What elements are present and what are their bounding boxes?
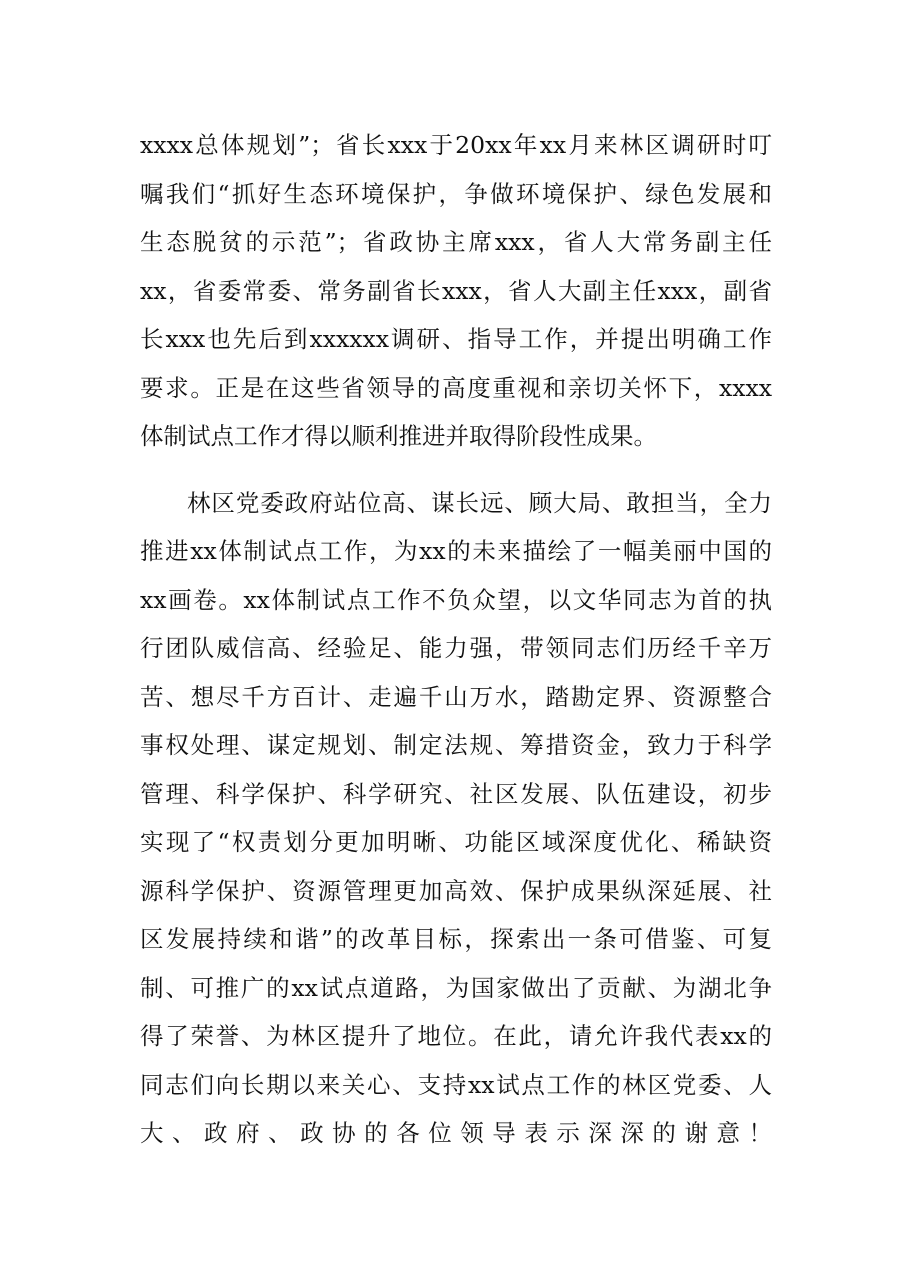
text-line: 管理、科学保护、科学研究、社区发展、队伍建设，初步 <box>140 779 772 808</box>
text-line: 生态脱贫的示范”；省政协主席xxx，省人大常务副主任 <box>140 228 772 256</box>
text-line: xx画卷。xx体制试点工作不负众望，以文华同志为首的执 <box>140 585 772 614</box>
paragraph-1 <box>140 121 772 461</box>
paragraph-spacing <box>140 461 772 479</box>
text-line: 推进xx体制试点工作，为xx的未来描绘了一幅美丽中国的 <box>140 537 772 565</box>
text-line <box>140 1158 772 1207</box>
text-line: 长xxx也先后到xxxxxx调研、指导工作，并提出明确工作 <box>140 325 772 353</box>
text-line: 实现了“权责划分更加明晰、功能区域深度优化、稀缺资 <box>140 828 772 856</box>
text-line: 区发展持续和谐”的改革目标，探索出一条可借鉴、可复 <box>140 925 772 953</box>
text-line: 同志们向长期以来关心、支持xx试点工作的林区党委、人 <box>140 1070 772 1099</box>
text-line: 体制试点工作才得以顺利推进并取得阶段性成果。 <box>140 422 657 450</box>
text-line: 要求。正是在这些省领导的高度重视和亲切关怀下，xxxx <box>140 373 772 402</box>
text-line: 得了荣誉、为林区提升了地位。在此，请允许我代表xx的 <box>140 1022 772 1050</box>
text-line: 制、可推广的xx试点道路，为国家做出了贡献、为湖北争 <box>140 973 772 1002</box>
text-line: 苦、想尽千方百计、走遍千山万水，踏勘定界、资源整合 <box>140 682 772 711</box>
text-line: 行团队威信高、经验足、能力强，带领同志们历经千辛万 <box>140 634 772 662</box>
paragraph-2 <box>140 479 772 1207</box>
text-line: 嘱我们“抓好生态环境保护，争做环境保护、绿色发展和 <box>140 179 772 208</box>
text-line: 源科学保护、资源管理更加高效、保护成果纵深延展、社 <box>140 876 772 905</box>
text-line: xx，省委常委、常务副省长xxx，省人大副主任xxx，副省 <box>140 276 772 305</box>
text-line: 林区党委政府站位高、谋长远、顾大局、敢担当，全力 <box>187 488 772 517</box>
text-line: 事权处理、谋定规划、制定法规、筹措资金，致力于科学 <box>140 731 772 759</box>
text-line: 大、政府、政协的各位领导表示深深的谢意！ <box>140 1119 772 1147</box>
document-body <box>140 121 772 1206</box>
text-line: xxxx总体规划”；省长xxx于20xx年xx月来林区调研时叮 <box>140 131 772 159</box>
